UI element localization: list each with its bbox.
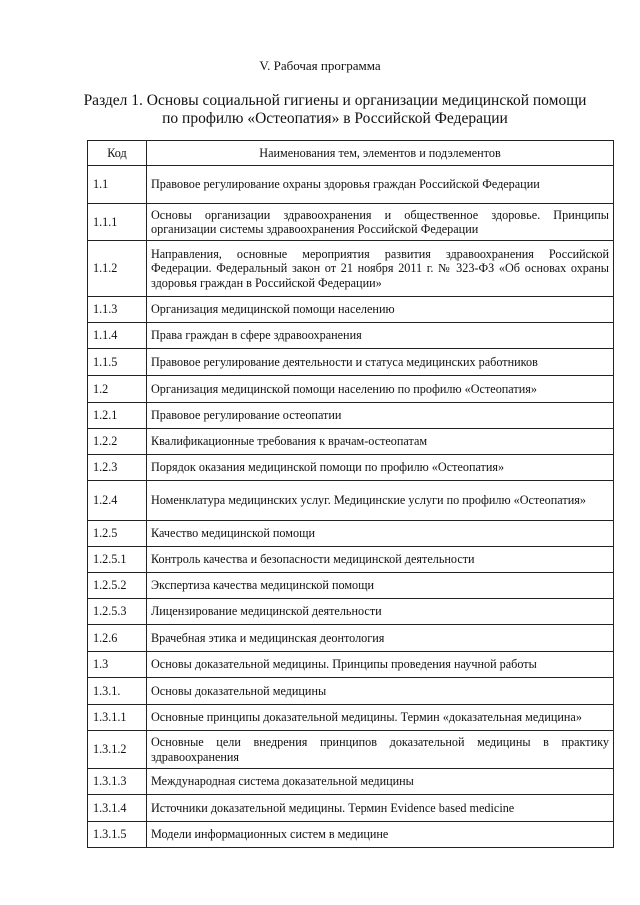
program-table	[87, 140, 614, 848]
row-code: 1.1.2	[88, 241, 147, 297]
row-name: Основы организации здравоохранения и общественное здоровье. Принципы организации системы здравоохранения Российской Федерации	[147, 204, 614, 241]
row-code: 1.2.2	[88, 429, 147, 455]
row-code: 1.2.5.3	[88, 599, 147, 625]
row-name: Правовое регулирование охраны здоровья граждан Российской Федерации	[147, 166, 614, 204]
table-row	[88, 323, 614, 349]
row-name: Модели информационных систем в медицине	[147, 822, 614, 848]
table-row	[88, 822, 614, 848]
row-code: 1.2.4	[88, 481, 147, 521]
column-header-code: Код	[88, 141, 147, 166]
table-row	[88, 349, 614, 376]
table-row	[88, 429, 614, 455]
table-header-row	[88, 141, 614, 166]
row-name: Экспертиза качества медицинской помощи	[147, 573, 614, 599]
table-row	[88, 455, 614, 481]
row-name: Основные цели внедрения принципов доказательной медицины в практику здравоохранения	[147, 731, 614, 769]
row-name: Источники доказательной медицины. Термин Evidence based medicine	[147, 795, 614, 822]
row-code: 1.1.3	[88, 297, 147, 323]
row-code: 1.2.5.2	[88, 573, 147, 599]
row-name: Врачебная этика и медицинская деонтология	[147, 625, 614, 652]
row-name: Основы доказательной медицины. Принципы проведения научной работы	[147, 652, 614, 678]
row-code: 1.2.5.1	[88, 547, 147, 573]
section-title-line-2: по профилю «Остеопатия» в Российской Федерации	[162, 110, 508, 127]
row-code: 1.3.1.3	[88, 769, 147, 795]
section-title	[70, 92, 600, 128]
row-name: Права граждан в сфере здравоохранения	[147, 323, 614, 349]
row-name: Качество медицинской помощи	[147, 521, 614, 547]
section-title-line-1: Раздел 1. Основы социальной гигиены и организации медицинской помощи	[83, 92, 587, 109]
row-name: Квалификационные требования к врачам-остеопатам	[147, 429, 614, 455]
row-code: 1.3.1.1	[88, 705, 147, 731]
row-name: Контроль качества и безопасности медицинской деятельности	[147, 547, 614, 573]
table-row	[88, 652, 614, 678]
row-code: 1.2	[88, 376, 147, 403]
table-row	[88, 705, 614, 731]
row-name: Международная система доказательной медицины	[147, 769, 614, 795]
table-row	[88, 521, 614, 547]
row-name: Правовое регулирование деятельности и статуса медицинских работников	[147, 349, 614, 376]
table-row	[88, 547, 614, 573]
table-row	[88, 678, 614, 705]
row-code: 1.1	[88, 166, 147, 204]
table-row	[88, 599, 614, 625]
table-row	[88, 403, 614, 429]
table-row	[88, 376, 614, 403]
table-body	[88, 166, 614, 848]
row-code: 1.2.3	[88, 455, 147, 481]
table-row	[88, 241, 614, 297]
table-row	[88, 481, 614, 521]
row-code: 1.2.6	[88, 625, 147, 652]
row-name: Правовое регулирование остеопатии	[147, 403, 614, 429]
row-name: Основные принципы доказательной медицины. Термин «доказательная медицина»	[147, 705, 614, 731]
table-row	[88, 769, 614, 795]
row-code: 1.3.1.5	[88, 822, 147, 848]
table-row	[88, 297, 614, 323]
column-header-name: Наименования тем, элементов и подэлементов	[147, 141, 614, 166]
row-code: 1.2.5	[88, 521, 147, 547]
table-row	[88, 166, 614, 204]
row-code: 1.3.1.4	[88, 795, 147, 822]
table-row	[88, 795, 614, 822]
row-code: 1.3.1.	[88, 678, 147, 705]
row-name: Организация медицинской помощи населению по профилю «Остеопатия»	[147, 376, 614, 403]
row-code: 1.1.1	[88, 204, 147, 241]
row-name: Порядок оказания медицинской помощи по профилю «Остеопатия»	[147, 455, 614, 481]
row-code: 1.2.1	[88, 403, 147, 429]
row-code: 1.3	[88, 652, 147, 678]
table-row	[88, 573, 614, 599]
row-code: 1.1.5	[88, 349, 147, 376]
row-name: Основы доказательной медицины	[147, 678, 614, 705]
row-name: Организация медицинской помощи населению	[147, 297, 614, 323]
row-code: 1.1.4	[88, 323, 147, 349]
page-heading: V. Рабочая программа	[259, 58, 381, 73]
table-row	[88, 204, 614, 241]
table-row	[88, 625, 614, 652]
row-name: Направления, основные мероприятия развития здравоохранения Российской Федерации. Федеральный закон от 21 ноября 2011 г. № 323-ФЗ «Об основах охраны здоровья граждан в Российской Федерации»	[147, 241, 614, 297]
row-code: 1.3.1.2	[88, 731, 147, 769]
table-row	[88, 731, 614, 769]
row-name: Лицензирование медицинской деятельности	[147, 599, 614, 625]
row-name: Номенклатура медицинских услуг. Медицинские услуги по профилю «Остеопатия»	[147, 481, 614, 521]
